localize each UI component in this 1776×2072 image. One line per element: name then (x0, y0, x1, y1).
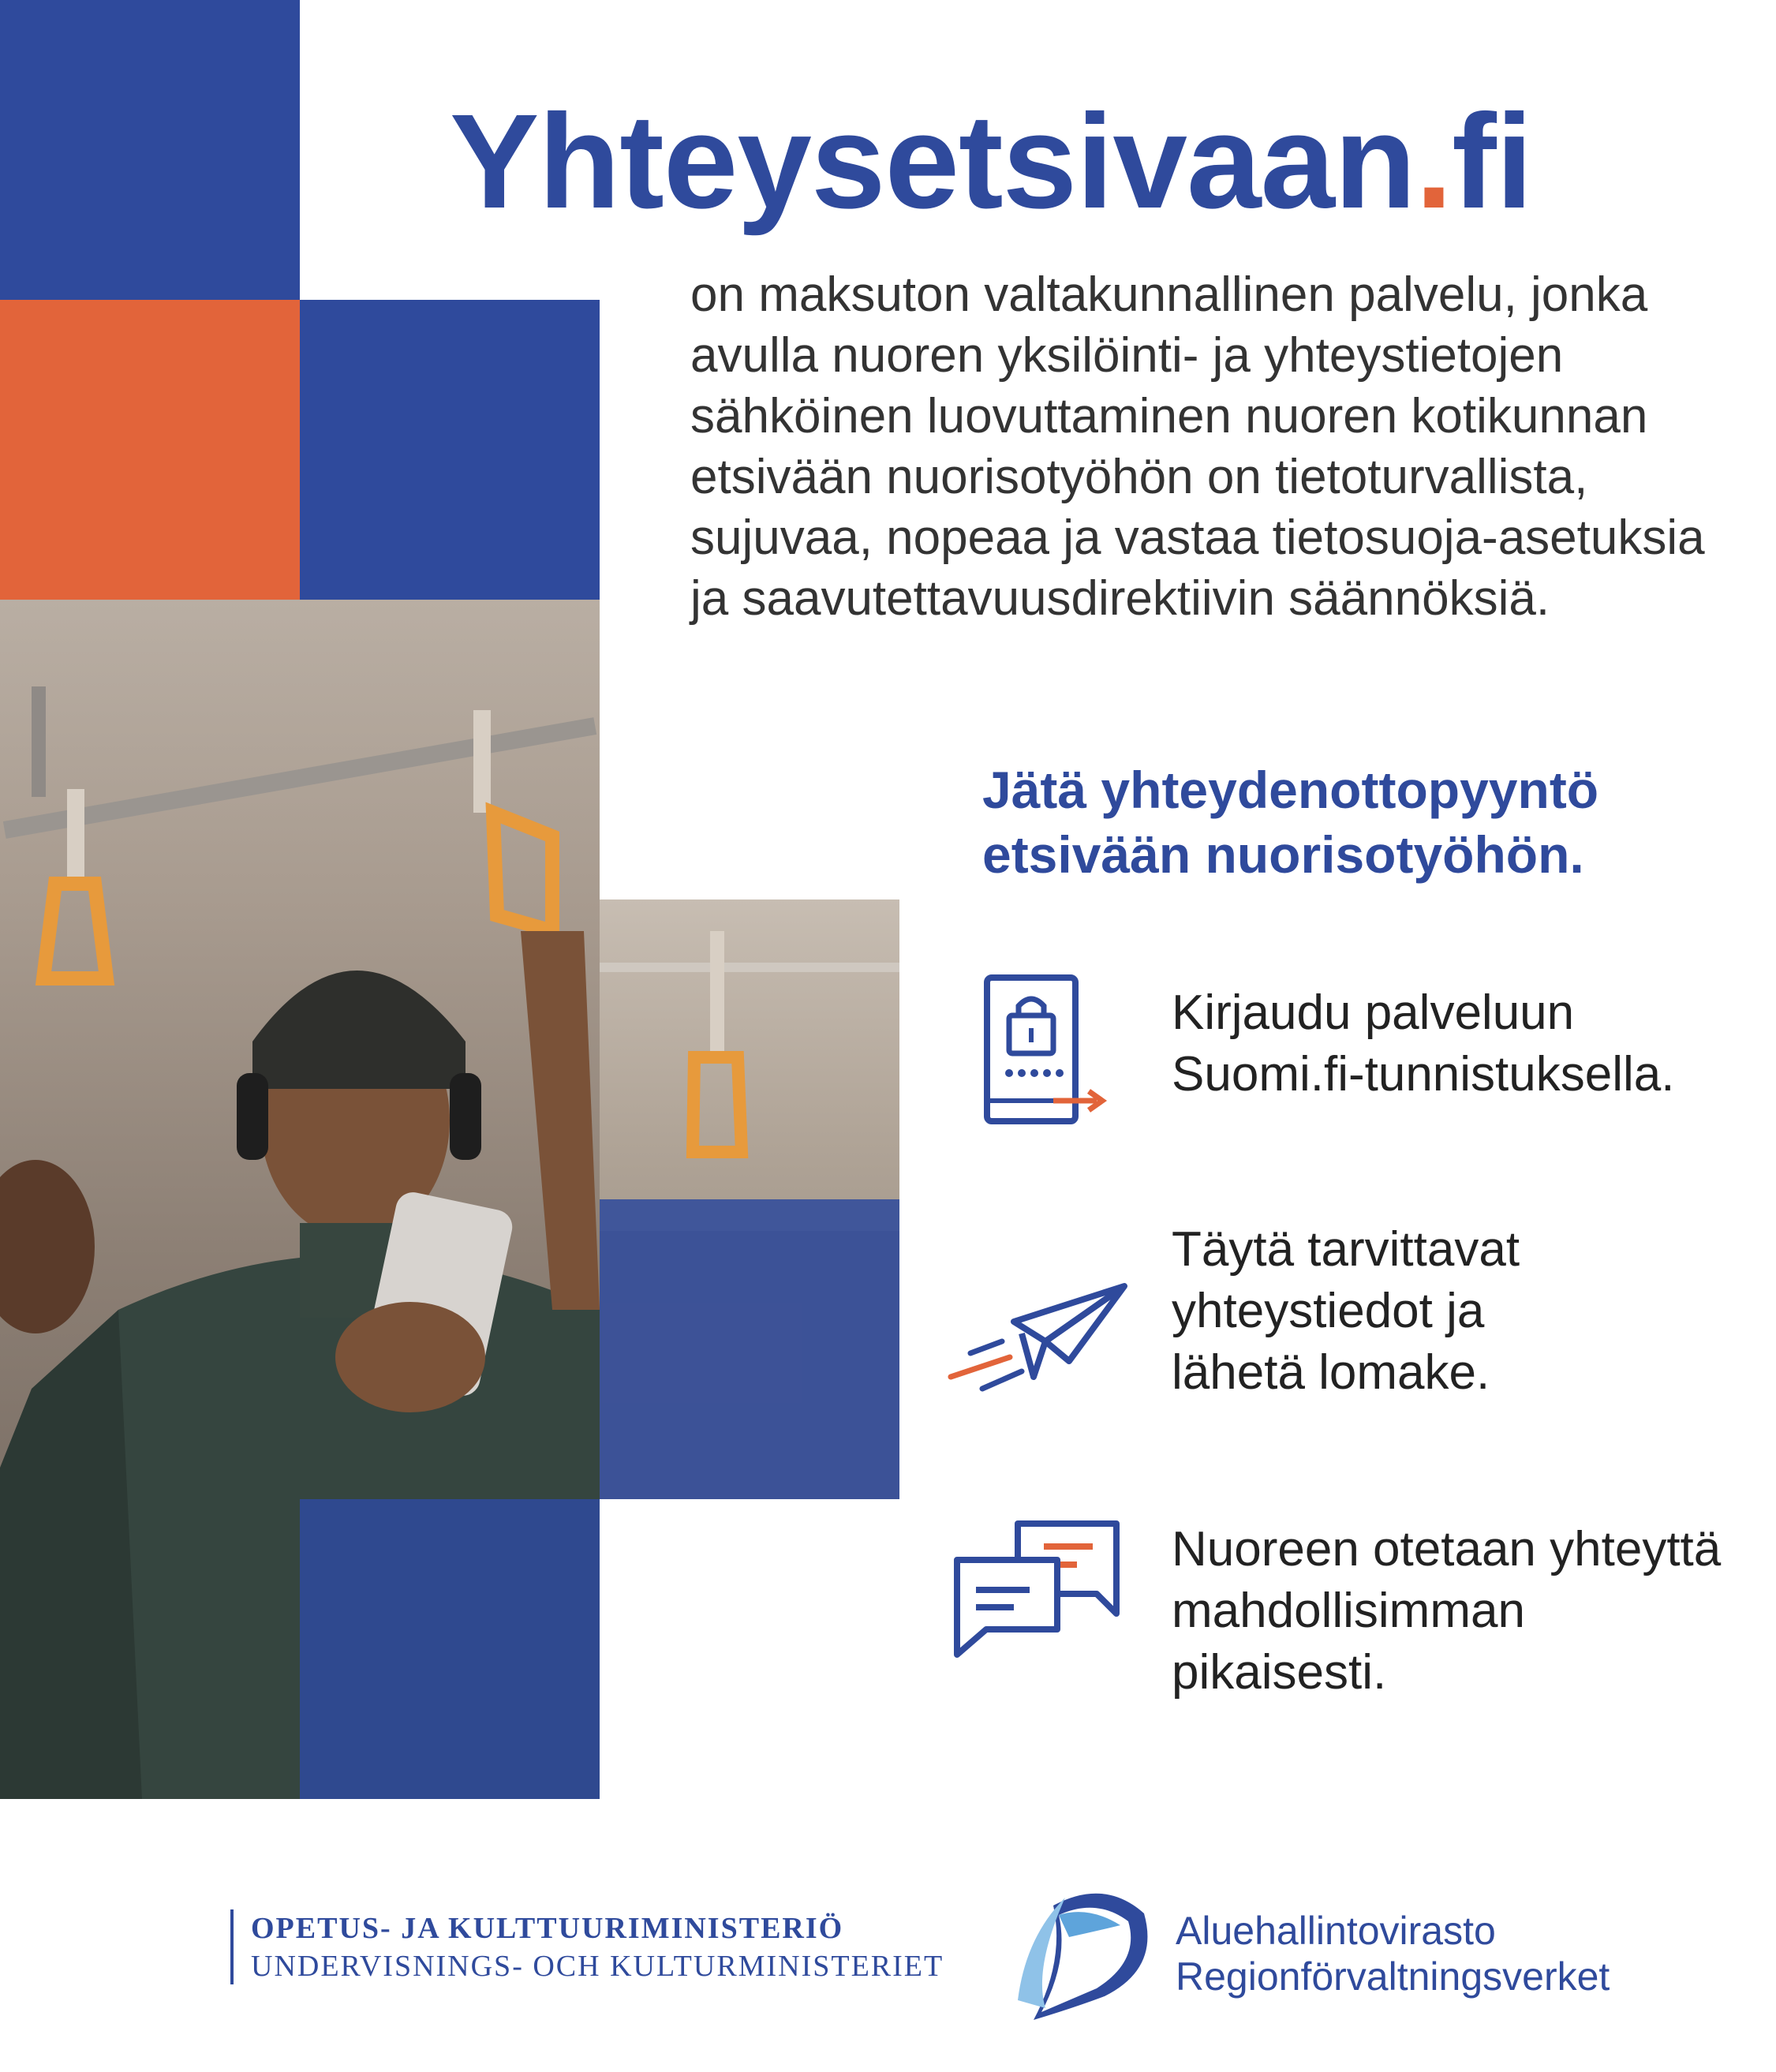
step-line: Suomi.fi-tunnistuksella. (1172, 1047, 1675, 1101)
title-tld: fi (1452, 87, 1532, 237)
section-heading (982, 757, 1740, 887)
avi-name (1176, 1908, 1610, 1999)
step-line: yhteystiedot ja (1172, 1284, 1485, 1338)
decor-block-orange (0, 300, 300, 600)
step-line: Täytä tarvittavat (1172, 1222, 1520, 1277)
ministry-logo (230, 1909, 944, 1984)
chat-bubbles-icon (951, 1519, 1124, 1665)
decor-block-blue-mid (300, 300, 600, 600)
title-dot: . (1415, 87, 1453, 237)
avi-name-sv: Regionförvaltningsverket (1176, 1954, 1610, 1999)
step-line: pikaisesti. (1172, 1645, 1387, 1700)
step-1-text (1172, 982, 1675, 1105)
intro-line: sujuvaa, nopeaa ja vastaa tietosuoja-asetuksia (690, 511, 1705, 565)
heading-line: etsivään nuorisotyöhön. (982, 825, 1584, 884)
intro-line: sähköinen luovuttaminen nuoren kotikunnan (690, 389, 1648, 443)
intro-line: avulla nuoren yksilöinti- ja yhteystietojen (690, 328, 1564, 383)
intro-line: ja saavutettavuusdirektiivin säännöksiä. (690, 571, 1550, 626)
step-line: lähetä lomake. (1172, 1345, 1490, 1400)
decor-overlay-blue-2 (300, 1499, 600, 1799)
intro-line: etsivään nuorisotyöhön on tietoturvallista, (690, 450, 1588, 504)
paper-plane-icon (935, 1278, 1132, 1401)
step-line: Kirjaudu palveluun (1172, 986, 1575, 1040)
step-line: mahdollisimman (1172, 1584, 1525, 1638)
intro-line: on maksuton valtakunnallinen palvelu, jonka (690, 267, 1648, 322)
ministry-name-fi: OPETUS- JA KULTTUURIMINISTERIÖ (251, 1912, 844, 1945)
decor-overlay-blue-1 (600, 1199, 899, 1499)
title-main: Yhteysetsivaan (450, 87, 1415, 237)
decor-block-blue-top (0, 0, 300, 300)
phone-lock-icon (982, 974, 1109, 1128)
step-3-text (1172, 1519, 1721, 1704)
step-line: Nuoreen otetaan yhteyttä (1172, 1522, 1722, 1576)
heading-line: Jätä yhteydenottopyyntö (982, 761, 1599, 819)
avi-logo-icon (1010, 1882, 1160, 2032)
step-2-text (1172, 1219, 1520, 1404)
ministry-name-sv: UNDERVISNINGS- OCH KULTURMINISTERIET (251, 1950, 944, 1983)
intro-paragraph (690, 264, 1748, 629)
avi-name-fi: Aluehallintovirasto (1176, 1909, 1496, 1953)
page-title (450, 87, 1532, 237)
